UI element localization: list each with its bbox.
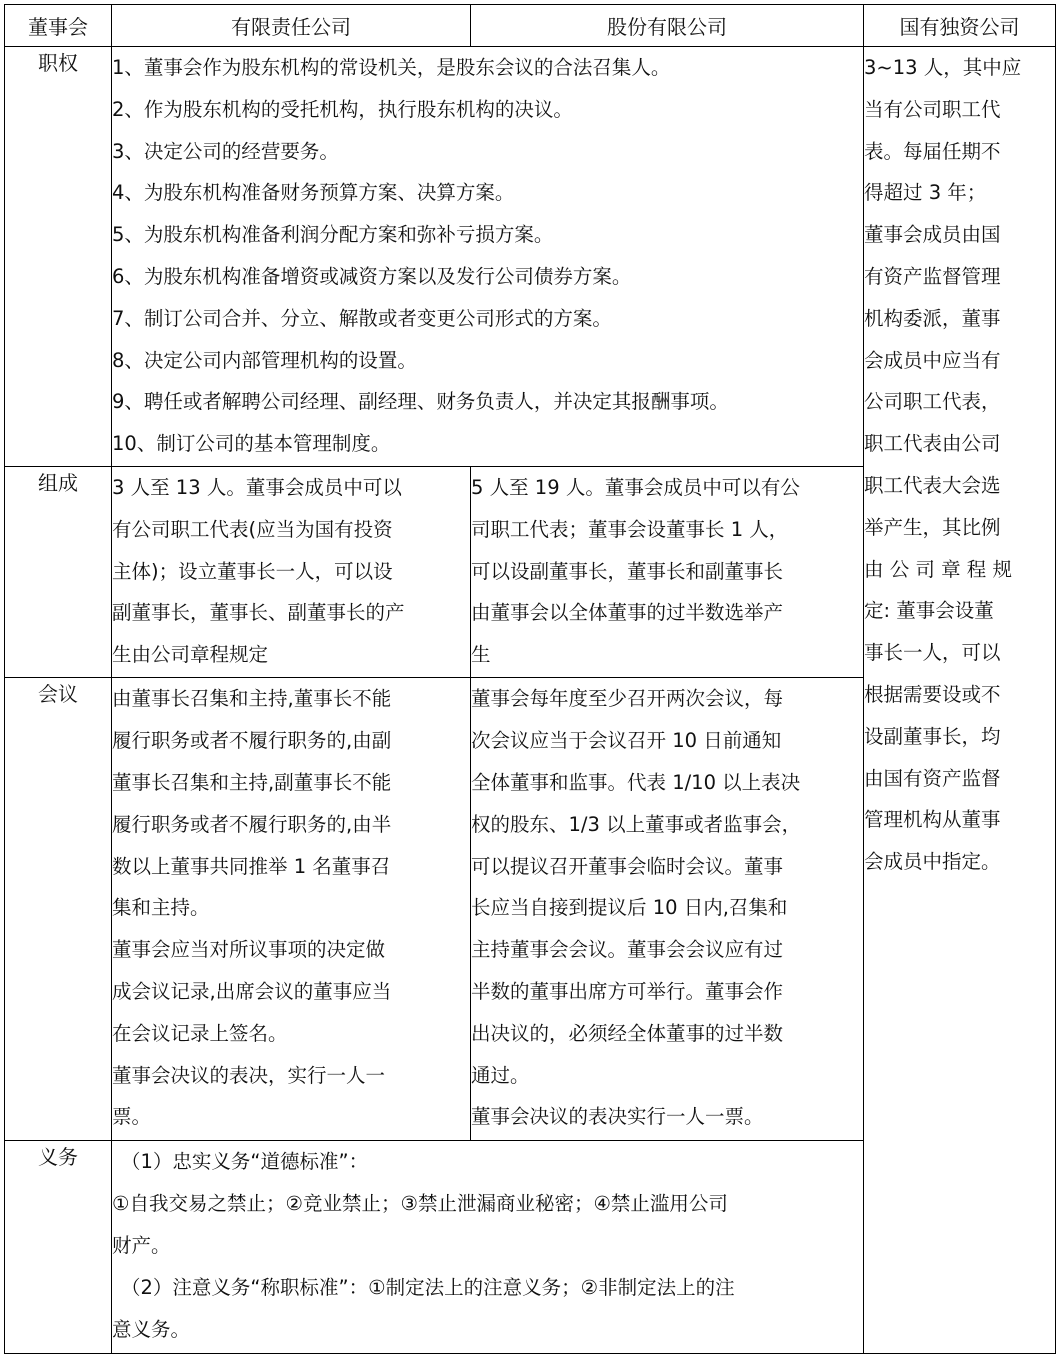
text-line: 会成员中指定。 (864, 850, 1001, 874)
text-line: 票。 (112, 1105, 152, 1129)
text-line: 1、董事会作为股东机构的常设机关，是股东会议的合法召集人。 (112, 56, 671, 80)
text-line: 3、决定公司的经营要务。 (112, 139, 339, 163)
text-line: 表。每届任期不 (864, 139, 1001, 163)
text-line: 5 人至 19 人。董事会成员中可以有公 (471, 476, 800, 499)
row-powers (5, 47, 1056, 467)
text-line: 可以设副董事长，董事长和副董事长 (471, 559, 784, 583)
text-line: （2）注意义务“称职标准”：①制定法上的注意义务；②非制定法上的注 (121, 1275, 735, 1299)
text-line: 意义务。 (112, 1317, 191, 1341)
board-comparison-table (4, 4, 1056, 1354)
text-line: 董事会决议的表决实行一人一票。 (471, 1105, 764, 1129)
text-line: ①自我交易之禁止；②竞业禁止；③禁止泄漏商业秘密；④禁止滥用公司 (112, 1192, 728, 1216)
text-line: 权的股东、1/3 以上董事或者监事会， (471, 812, 802, 836)
header-row (5, 5, 1056, 47)
text-line: 董事会成员由国 (864, 223, 1001, 247)
text-line: 7、制订公司合并、分立、解散或者变更公司形式的方案。 (112, 306, 612, 330)
composition-jsc (471, 467, 864, 678)
duties-content (112, 1141, 864, 1354)
meetings-jsc (471, 678, 864, 1141)
text-line: 8、决定公司内部管理机构的设置。 (112, 348, 417, 372)
text-line: 成会议记录,出席会议的董事应当 (112, 980, 392, 1004)
text-line: 6、为股东机构准备增资或减资方案以及发行公司债券方案。 (112, 265, 632, 289)
text-line: 董事长召集和主持,副董事长不能 (112, 771, 392, 795)
header-llc: 有限责任公司 (112, 5, 471, 47)
row-label-composition: 组成 (5, 467, 112, 678)
text-line: 可以提议召开董事会临时会议。董事 (471, 854, 784, 878)
composition-llc-lines (112, 467, 470, 676)
duties-lines (112, 1141, 863, 1350)
text-line: 生由公司章程规定 (112, 643, 269, 667)
soe-content (864, 47, 1056, 1354)
text-line: 机构委派，董事 (864, 306, 1001, 330)
meetings-llc (112, 678, 471, 1141)
text-line: 事长一人，可以 (864, 641, 1001, 665)
text-line: 3 人至 13 人。董事会成员中可以 (112, 476, 402, 499)
text-line: 集和主持。 (112, 896, 210, 920)
text-line: 由董事会以全体董事的过半数选举产 (471, 601, 784, 625)
row-label-meetings: 会议 (5, 678, 112, 1141)
text-line: 出决议的，必须经全体董事的过半数 (471, 1021, 784, 1045)
text-line: 9、聘任或者解聘公司经理、副经理、财务负责人，并决定其报酬事项。 (112, 390, 729, 414)
text-line: 公司职工代表， (864, 390, 1001, 414)
text-line: 在会议记录上签名。 (112, 1021, 288, 1045)
text-line: 设副董事长，均 (864, 724, 1001, 748)
text-line: 次会议应当于会议召开 10 日前通知 (471, 729, 782, 753)
text-line: 主持董事会会议。董事会会议应有过 (471, 938, 784, 962)
header-board: 董事会 (5, 5, 112, 47)
header-soe: 国有独资公司 (864, 5, 1056, 47)
text-line: 司职工代表；董事会设董事长 1 人， (471, 517, 789, 541)
text-line: 董事会应当对所议事项的决定做 (112, 938, 386, 962)
text-line: 5、为股东机构准备利润分配方案和弥补亏损方案。 (112, 223, 554, 247)
text-line: 副董事长，董事长、副董事长的产 (112, 601, 405, 625)
text-line: 生 (471, 643, 491, 667)
text-line: 根据需要设或不 (864, 683, 1001, 707)
text-line: 通过。 (471, 1063, 530, 1087)
row-label-duties: 义务 (5, 1141, 112, 1354)
powers-content (112, 47, 864, 467)
text-line: 有公司职工代表(应当为国有投资 (112, 517, 393, 541)
text-line: 2、作为股东机构的受托机构，执行股东机构的决议。 (112, 97, 573, 121)
text-line: 由国有资产监督 (864, 766, 1001, 790)
composition-jsc-lines (471, 467, 863, 676)
text-line: （1）忠实义务“道德标准”： (121, 1150, 369, 1174)
powers-lines (112, 47, 863, 465)
header-jsc: 股份有限公司 (471, 5, 864, 47)
text-line: 董事会决议的表决，实行一人一 (112, 1063, 386, 1087)
text-line: 履行职务或者不履行职务的,由半 (112, 812, 392, 836)
text-line: 4、为股东机构准备财务预算方案、决算方案。 (112, 181, 515, 205)
board-comparison-document (4, 4, 1055, 1354)
text-line: 得超过 3 年； (864, 181, 987, 205)
text-line: 履行职务或者不履行职务的,由副 (112, 729, 392, 753)
text-line: 财产。 (112, 1234, 171, 1258)
text-line: 会成员中应当有 (864, 348, 1001, 372)
composition-llc (112, 467, 471, 678)
text-line: 职工代表由公司 (864, 432, 1001, 456)
text-line: 由董事长召集和主持,董事长不能 (112, 687, 392, 711)
text-line: 3~13 人，其中应 (864, 56, 1022, 80)
soe-lines (864, 47, 1055, 883)
text-line: 董事会每年度至少召开两次会议，每 (471, 687, 784, 711)
text-line: 数以上董事共同推举 1 名董事召 (112, 854, 391, 878)
text-line: 半数的董事出席方可举行。董事会作 (471, 980, 784, 1004)
text-line: 举产生，其比例 (864, 515, 1001, 539)
text-line: 主体)；设立董事长一人，可以设 (112, 559, 393, 583)
row-label-powers: 职权 (5, 47, 112, 467)
text-line: 10、制订公司的基本管理制度。 (112, 432, 391, 456)
text-line: 管理机构从董事 (864, 808, 1001, 832)
meetings-llc-lines (112, 678, 470, 1138)
text-line: 职工代表大会选 (864, 474, 1001, 498)
meetings-jsc-lines (471, 678, 863, 1138)
text-line: 当有公司职工代 (864, 97, 1001, 121)
text-line: 由 公 司 章 程 规 (864, 557, 1012, 581)
text-line: 长应当自接到提议后 10 日内,召集和 (471, 896, 788, 920)
text-line: 定: 董事会设董 (864, 599, 994, 623)
text-line: 全体董事和监事。代表 1/10 以上表决 (471, 771, 801, 795)
text-line: 有资产监督管理 (864, 265, 1001, 289)
